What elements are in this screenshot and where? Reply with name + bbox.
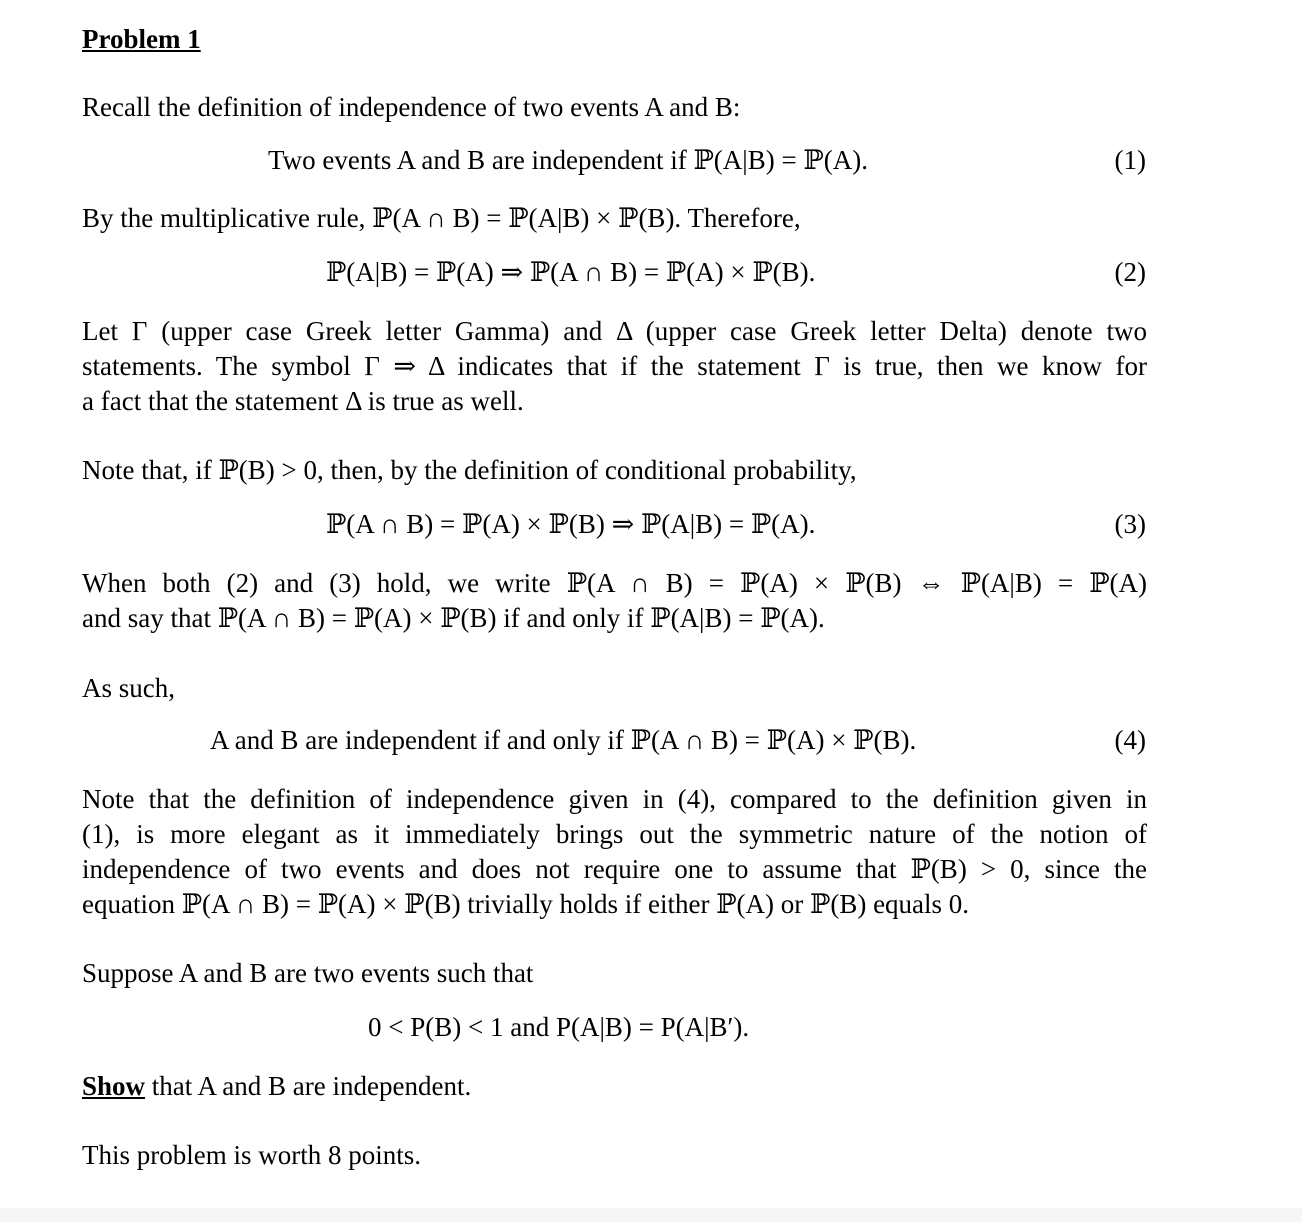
gamma-line-3: a fact that the statement Δ is true as well. — [82, 386, 524, 416]
equation-1: Two events A and B are independent if ℙ(A|B) = ℙ(A). — [268, 145, 868, 175]
problem-title: Problem 1 — [82, 24, 201, 54]
both-line-2: and say that ℙ(A ∩ B) = ℙ(A) × ℙ(B) if and only if ℙ(A|B) = ℙ(A). — [82, 603, 825, 633]
intro-text: Recall the definition of independence of two events A and B: — [82, 92, 741, 122]
multiplicative-rule-text: By the multiplicative rule, ℙ(A ∩ B) = ℙ(A|B) × ℙ(B). Therefore, — [82, 203, 801, 233]
elegance-line-3: independence of two events and does not require one to assume that ℙ(B) > 0, since the — [82, 854, 1147, 884]
both-hold-paragraph — [82, 566, 1147, 636]
gamma-line-1: Let Γ (upper case Greek letter Gamma) and Δ (upper case Greek letter Delta) denote two — [82, 316, 1147, 346]
equation-1-number: (1) — [1114, 145, 1146, 175]
show-instruction — [82, 1069, 471, 1104]
show-keyword: Show — [82, 1071, 146, 1101]
equation-3: ℙ(A ∩ B) = ℙ(A) × ℙ(B) ⇒ ℙ(A|B) = ℙ(A). — [326, 509, 816, 539]
equation-2-number: (2) — [1114, 257, 1146, 287]
gamma-delta-paragraph — [82, 314, 1147, 419]
given-condition: 0 < P(B) < 1 and P(A|B) = P(A|B′). — [368, 1012, 750, 1042]
equation-4: A and B are independent if and only if ℙ(A ∩ B) = ℙ(A) × ℙ(B). — [210, 725, 917, 755]
equation-3-number: (3) — [1114, 509, 1146, 539]
points-text: This problem is worth 8 points. — [82, 1140, 421, 1170]
show-rest: that A and B are independent. — [151, 1071, 472, 1101]
conditional-probability-note: Note that, if ℙ(B) > 0, then, by the definition of conditional probability, — [82, 455, 857, 485]
suppose-text: Suppose A and B are two events such that — [82, 958, 534, 988]
elegance-line-2: (1), is more elegant as it immediately brings out the symmetric nature of the notion of — [82, 819, 1147, 849]
equation-4-number: (4) — [1114, 725, 1146, 755]
bottom-divider — [0, 1208, 1302, 1222]
gamma-line-2: statements. The symbol Γ ⇒ Δ indicates that if the statement Γ is true, then we know for — [82, 351, 1147, 381]
elegance-paragraph — [82, 782, 1147, 922]
equation-2: ℙ(A|B) = ℙ(A) ⇒ ℙ(A ∩ B) = ℙ(A) × ℙ(B). — [326, 257, 816, 287]
elegance-line-4: equation ℙ(A ∩ B) = ℙ(A) × ℙ(B) trivially holds if either ℙ(A) or ℙ(B) equals 0. — [82, 889, 970, 919]
elegance-line-1: Note that the definition of independence given in (4), compared to the definition given in — [82, 784, 1147, 814]
both-line-1: When both (2) and (3) hold, we write ℙ(A ∩ B) = ℙ(A) × ℙ(B) ⇔ ℙ(A|B) = ℙ(A) — [82, 568, 1147, 598]
as-such-text: As such, — [82, 673, 175, 703]
